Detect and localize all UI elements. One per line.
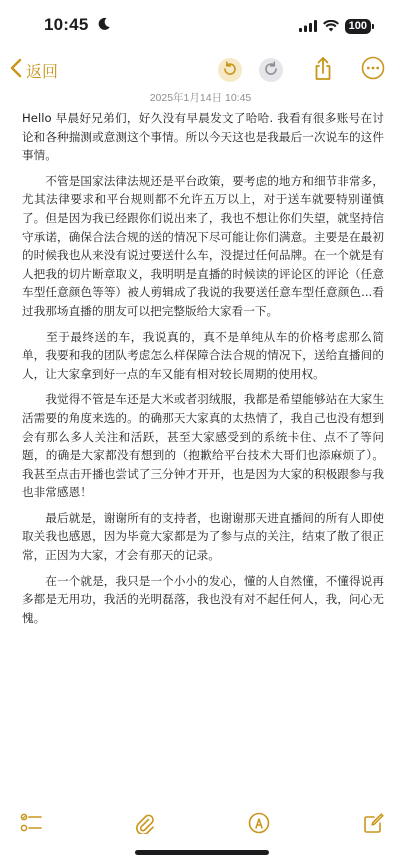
wifi-icon	[323, 17, 339, 36]
checklist-icon[interactable]	[20, 812, 42, 838]
battery-level: 100	[348, 20, 367, 32]
note-date: 2025年1月14日 10:45	[149, 92, 252, 104]
more-button[interactable]	[361, 56, 385, 84]
home-indicator	[135, 850, 269, 855]
back-label: 返回	[26, 63, 59, 81]
pen-icon[interactable]	[248, 812, 270, 838]
share-icon	[312, 67, 334, 86]
share-button[interactable]	[312, 56, 334, 86]
battery-icon	[345, 19, 371, 34]
note-navbar	[0, 50, 401, 90]
moon-icon	[97, 16, 111, 35]
undo-icon	[222, 60, 238, 80]
note-paragraph: 在一个就是，我只是一个小小的发心，懂的人自然懂，不懂得说再多都是无用功，我活的光明磊落，我也没有对不起任何人，我，问心无愧。	[22, 573, 384, 625]
note-paragraph: Hello 早晨好兄弟们，好久没有早晨发文了哈哈. 我看有很多账号在讨论和各种揣测或意测这个事情。所以今天这也是我最后一次说车的这件事情。	[22, 111, 384, 163]
compose-icon[interactable]	[363, 812, 385, 838]
attachment-icon[interactable]	[133, 812, 155, 838]
redo-button[interactable]	[259, 58, 283, 82]
more-icon	[361, 65, 385, 84]
bottom-toolbar	[0, 806, 401, 846]
note-paragraph: 最后就是，谢谢所有的支持者，也谢谢那天进直播间的所有人即使取关我也感恩，因为毕竟大家都是为了参与点的关注，结束了散了很正常，正因为大家，才会有那天的记录。	[22, 510, 384, 563]
chevron-left-icon	[10, 58, 22, 82]
back-button[interactable]	[10, 58, 58, 82]
status-time: 10:45	[44, 15, 89, 34]
status-bar	[0, 0, 401, 50]
signal-icon	[299, 17, 317, 36]
note-body[interactable]	[22, 109, 384, 634]
undo-button[interactable]	[218, 58, 242, 82]
note-paragraph: 至于最终送的车，我说真的，真不是单纯从车的价格考虑那么简单，我要和我的团队考虑怎么样保障合法合规的情况下，送给直播间的人，让大家拿到好一点的车又能有相对较长周期的使用权。	[22, 329, 384, 381]
note-paragraph: 我觉得不管是车还是大米或者羽绒服，我都是希望能够站在大家生活需要的角度来选的。的确那天大家真的太热情了，我自己也没有想到会有那么多人关注和活跃，甚至大家感受到的系统卡住、点不了等问题，的确是大家都没有想到的（抱歉给平台技术大哥们也添麻烦了）。我甚至点击开播也尝试了三分钟才开开，也是因为大家的积极跟参与我也非常感恩！	[22, 392, 384, 500]
note-paragraph: 不管是国家法律法规还是平台政策，要考虑的地方和细节非常多，尤其法律要求和平台规则都不允许五万以上，对于送车就要特别谨慎了。但是因为我已经跟你们说出来了，我也不想让你们失望，就坚持信守承诺，确保合法合规的送的情况下尽可能让你们满意。主要是在最初的时候我也从来没有说过要送什么车，没提过任何品牌。在一个就是有人把我的切片断章取义，我明明是直播的时候读的评论区的评论（任意车型任意颜色等等）被人剪辑成了我说的我要送任意车型任意颜色...看过我那场直播的朋友可以把完整版给大家看一下。	[22, 173, 384, 318]
redo-icon	[263, 60, 279, 80]
